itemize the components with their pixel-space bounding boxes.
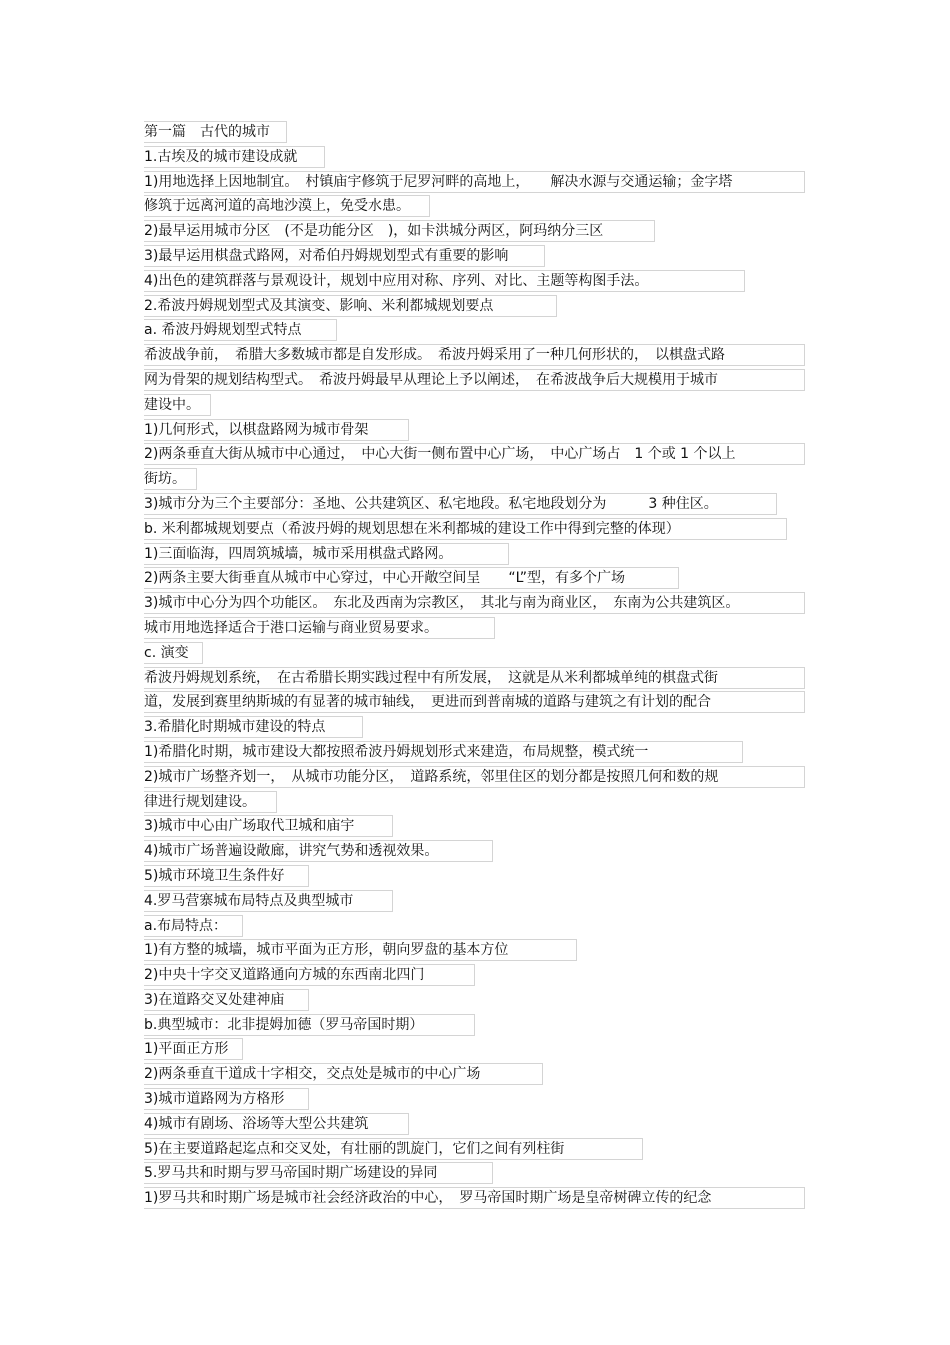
text-line-content: 3)城市分为三个主要部分：圣地、公共建筑区、私宅地段。私宅地段划分为 3 种住区。 [144, 495, 718, 512]
text-line-content: 城市用地选择适合于港口运输与商业贸易要求。 [144, 619, 438, 636]
text-line [144, 1013, 814, 1038]
text-line [144, 492, 814, 517]
text-line-box [144, 443, 805, 465]
text-line-box [144, 270, 745, 292]
text-line [144, 1112, 814, 1137]
text-line [144, 790, 814, 815]
text-line [144, 591, 814, 616]
text-line-content: b.典型城市：北非提姆加德（罗马帝国时期） [144, 1016, 424, 1033]
text-line-content: 1)希腊化时期，城市建设大都按照希波丹姆规划形式来建造，布局规整，模式统一 [144, 743, 649, 760]
text-line-box [144, 915, 243, 937]
text-line-box [144, 1088, 309, 1110]
text-line-box [144, 592, 805, 614]
text-line-content: 修筑于远离河道的高地沙漠上，免受水患。 [144, 198, 410, 215]
text-line-content: 律进行规划建设。 [144, 793, 256, 810]
text-line-content: 1)三面临海，四周筑城墙，城市采用棋盘式路网。 [144, 545, 453, 562]
text-line [144, 542, 814, 567]
text-line [144, 1186, 814, 1211]
document-body [144, 120, 814, 1211]
text-line-box [144, 344, 805, 366]
text-line-box [144, 815, 393, 837]
text-line-content: 4)城市广场普遍设敞廊，讲究气势和透视效果。 [144, 843, 439, 860]
text-line-content: 网为骨架的规划结构型式。 希波丹姆最早从理论上予以阐述， 在希波战争后大规模用于城市 [144, 371, 718, 388]
text-line-box [144, 171, 805, 193]
text-line-box [144, 369, 805, 391]
text-line-box [144, 567, 679, 589]
text-line [144, 294, 814, 319]
text-line-content: 2)中央十字交叉道路通向方城的东西南北四门 [144, 967, 425, 984]
text-line [144, 616, 814, 641]
text-line-box [144, 121, 287, 143]
text-line [144, 145, 814, 170]
text-line-content: 3)城市中心由广场取代卫城和庙宇 [144, 818, 355, 835]
text-line [144, 194, 814, 219]
text-line-content: 3.希腊化时期城市建设的特点 [144, 719, 326, 736]
text-line-box [144, 989, 309, 1011]
text-line-content: 1)几何形式，以棋盘路网为城市骨架 [144, 421, 369, 438]
text-line [144, 914, 814, 939]
text-line [144, 269, 814, 294]
text-line-content: 3)城市中心分为四个功能区。 东北及西南为宗教区， 其北与南为商业区， 东南为公共建筑区。 [144, 595, 740, 612]
text-line-content: 3)城市道路网为方格形 [144, 1091, 285, 1108]
text-line [144, 839, 814, 864]
text-line [144, 368, 814, 393]
text-line-box [144, 220, 655, 242]
text-line [144, 889, 814, 914]
text-line-content: 2)城市广场整齐划一， 从城市功能分区， 道路系统，邻里住区的划分都是按照几何和数的规 [144, 768, 719, 785]
text-line [144, 170, 814, 195]
text-line [144, 641, 814, 666]
text-line-content: 第一篇 古代的城市 [144, 124, 270, 140]
text-line-content: b. 米利都城规划要点（希波丹姆的规划思想在米利都城的建设工作中得到完整的体现） [144, 520, 680, 537]
text-line-box [144, 741, 743, 763]
text-line-content: 4)出色的建筑群落与景观设计，规划中应用对称、序列、对比、主题等构图手法。 [144, 272, 649, 289]
text-line-box [144, 518, 787, 540]
text-line-box [144, 468, 197, 490]
text-line-box [144, 939, 577, 961]
text-line-content: 希波丹姆规划系统， 在古希腊长期实践过程中有所发展， 这就是从米利都城单纯的棋盘式街 [144, 669, 718, 686]
text-line-box [144, 667, 805, 689]
text-line-box [144, 964, 475, 986]
text-line-content: 1.古埃及的城市建设成就 [144, 148, 298, 165]
text-line-box [144, 1113, 409, 1135]
text-line [144, 467, 814, 492]
text-line-content: a. 希波丹姆规划型式特点 [144, 322, 302, 339]
text-line-box [144, 1014, 475, 1036]
text-line-box [144, 1063, 543, 1085]
text-line [144, 318, 814, 343]
text-line-box [144, 766, 805, 788]
text-line [144, 765, 814, 790]
text-line-box [144, 1138, 643, 1160]
text-line [144, 963, 814, 988]
text-line [144, 988, 814, 1013]
text-line-box [144, 890, 393, 912]
text-line-content: 5)在主要道路起迄点和交叉处，有壮丽的凯旋门，它们之间有列柱街 [144, 1140, 565, 1157]
text-line-box [144, 195, 430, 217]
text-line-box [144, 394, 211, 416]
text-line-content: 1)用地选择上因地制宜。 村镇庙宇修筑于尼罗河畔的高地上， 解决水源与交通运输；金字塔 [144, 173, 733, 190]
text-line-content: 1)有方整的城墙，城市平面为正方形，朝向罗盘的基本方位 [144, 942, 509, 959]
text-line-content: a.布局特点： [144, 917, 228, 934]
text-line [144, 1161, 814, 1186]
text-line-content: 1)罗马共和时期广场是城市社会经济政治的中心， 罗马帝国时期广场是皇帝树碑立传的纪念 [144, 1190, 712, 1207]
text-line [144, 740, 814, 765]
text-line [144, 1137, 814, 1162]
text-line [144, 1062, 814, 1087]
text-line [144, 517, 814, 542]
text-line-box [144, 419, 409, 441]
text-line-box [144, 1187, 805, 1209]
text-line [144, 219, 814, 244]
text-line-box [144, 691, 805, 713]
text-line-content: 建设中。 [144, 396, 200, 413]
text-line [144, 715, 814, 740]
text-line [144, 1037, 814, 1062]
text-line-content: 5.罗马共和时期与罗马帝国时期广场建设的异同 [144, 1165, 438, 1182]
text-line-content: 3)最早运用棋盘式路网，对希伯丹姆规划型式有重要的影响 [144, 247, 509, 264]
text-line [144, 120, 814, 145]
text-line-box [144, 319, 337, 341]
text-line [144, 938, 814, 963]
text-line-box [144, 146, 325, 168]
text-line-content: 4.罗马营寨城布局特点及典型城市 [144, 892, 354, 909]
text-line [144, 814, 814, 839]
text-line [144, 864, 814, 889]
text-line [144, 666, 814, 691]
text-line [144, 343, 814, 368]
text-line-box [144, 865, 309, 887]
text-line-box [144, 642, 203, 664]
text-line-box [144, 840, 493, 862]
text-line-box [144, 617, 495, 639]
text-line-content: 1)平面正方形 [144, 1041, 229, 1058]
text-line-box [144, 295, 557, 317]
text-line [144, 244, 814, 269]
text-line [144, 393, 814, 418]
text-line [144, 442, 814, 467]
text-line-content: 希波战争前， 希腊大多数城市都是自发形成。 希波丹姆采用了一种几何形状的， 以棋盘式路 [144, 347, 725, 364]
text-line-box [144, 1162, 493, 1184]
text-line-content: 2)两条主要大街垂直从城市中心穿过，中心开敞空间呈 “L”型，有多个广场 [144, 570, 625, 587]
text-line-content: 2.希波丹姆规划型式及其演变、影响、米利都城规划要点 [144, 297, 494, 314]
text-line [144, 690, 814, 715]
text-line-content: 2)两条垂直干道成十字相交，交点处是城市的中心广场 [144, 1066, 481, 1083]
text-line [144, 418, 814, 443]
text-line-content: 5)城市环境卫生条件好 [144, 867, 285, 884]
text-line-content: 2)两条垂直大街从城市中心通过， 中心大街一侧布置中心广场， 中心广场占 1 个或 1 个以上 [144, 446, 736, 463]
text-line-content: 3)在道路交叉处建神庙 [144, 991, 285, 1008]
text-line-content: 2)最早运用城市分区 (不是功能分区 )，如卡洪城分两区，阿玛纳分三区 [144, 223, 604, 240]
text-line-content: 4)城市有剧场、浴场等大型公共建筑 [144, 1115, 369, 1132]
text-line-box [144, 1038, 243, 1060]
text-line [144, 566, 814, 591]
text-line-box [144, 245, 545, 267]
text-line-box [144, 493, 777, 515]
text-line-box [144, 716, 363, 738]
text-line-content: c. 演变 [144, 644, 189, 661]
text-line-box [144, 791, 277, 813]
text-line-content: 道，发展到赛里纳斯城的有显著的城市轴线， 更进而到普南城的道路与建筑之有计划的配合 [144, 694, 711, 711]
text-line [144, 1087, 814, 1112]
text-line-box [144, 543, 509, 565]
text-line-content: 街坊。 [144, 471, 186, 488]
